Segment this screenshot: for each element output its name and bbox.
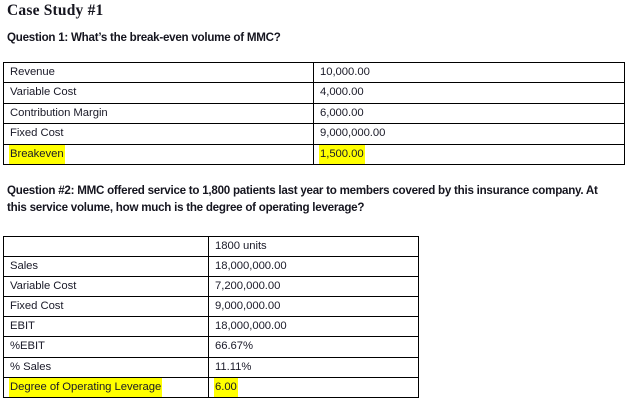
operating-leverage-header-label [4,237,209,257]
table-row [4,103,625,123]
operating-leverage-row-value [209,357,419,377]
operating-leverage-row-value-text: 18,000,000.00 [215,260,287,273]
question-1-heading: Question 1: What’s the break-even volume of MMC? [7,31,281,44]
break-even-row-value [314,103,625,123]
table-row [4,337,419,357]
question-2-heading: Question #2: MMC offered service to 1,800 patients last year to members covered by this insurance company. At this service volume, how much is the degree of operating leverage? [7,184,598,214]
break-even-row-value-text: 10,000.00 [320,66,370,78]
table-row [4,297,419,317]
break-even-row-label-text: Breakeven [9,145,65,164]
operating-leverage-row-label-text: Degree of Operating Leverage [9,378,162,397]
operating-leverage-table [3,236,419,398]
table-row [4,377,419,397]
break-even-row-label [4,83,314,103]
operating-leverage-row-value [209,377,419,397]
operating-leverage-header-label-text [9,237,14,256]
document-title: Case Study #1 [7,2,104,19]
break-even-row-value-text: 6,000.00 [320,106,364,119]
operating-leverage-row-value [209,297,419,317]
operating-leverage-header-value-text: 1800 units [215,240,267,252]
operating-leverage-row-value-text: 66.67% [215,340,254,353]
operating-leverage-row-label-text: %EBIT [10,340,45,353]
break-even-row-label-text: Revenue [10,66,55,78]
break-even-row-label [4,144,314,164]
table-row [4,144,625,164]
break-even-row-value [314,63,625,83]
operating-leverage-row-value-text: 9,000,000.00 [215,300,281,313]
operating-leverage-row-value [209,277,419,297]
operating-leverage-header-value [209,237,419,257]
break-even-row-value [314,83,625,103]
break-even-row-label [4,63,314,83]
table-row [4,317,419,337]
operating-leverage-row-value [209,317,419,337]
operating-leverage-row-value-text: 11.11% [215,360,252,373]
operating-leverage-table-body [4,237,419,398]
operating-leverage-row-label [4,337,209,357]
operating-leverage-row-label-text: % Sales [10,360,52,373]
break-even-row-label [4,124,314,144]
operating-leverage-row-label [4,257,209,277]
operating-leverage-row-label [4,377,209,397]
break-even-row-value [314,144,625,164]
break-even-row-label-text: Variable Cost [10,86,77,99]
operating-leverage-row-label [4,357,209,377]
table-row [4,277,419,297]
operating-leverage-row-label-text: Fixed Cost [10,300,64,313]
operating-leverage-row-label [4,277,209,297]
table-row [4,257,419,277]
break-even-row-value-text: 4,000.00 [320,86,364,99]
break-even-row-label [4,103,314,123]
break-even-row-value-text: 9,000,000.00 [320,127,386,140]
break-even-row-label-text: Contribution Margin [10,106,108,119]
operating-leverage-row-value [209,257,419,277]
break-even-table [3,62,625,165]
operating-leverage-row-label [4,317,209,337]
table-row [4,63,625,83]
operating-leverage-row-value-text: 7,200,000.00 [215,280,281,293]
operating-leverage-row-value [209,337,419,357]
operating-leverage-row-label [4,297,209,317]
operating-leverage-row-label-text: Sales [10,260,39,273]
operating-leverage-row-label-text: Variable Cost [10,280,77,293]
table-row [4,124,625,144]
operating-leverage-row-label-text: EBIT [10,320,35,333]
table-row [4,357,419,377]
operating-leverage-row-value-text: 6.00 [214,378,238,397]
table-row [4,83,625,103]
table-header-row [4,237,419,257]
break-even-row-value [314,124,625,144]
break-even-row-value-text: 1,500.00 [319,145,365,164]
operating-leverage-row-value-text: 18,000,000.00 [215,320,287,333]
break-even-row-label-text: Fixed Cost [10,127,64,140]
break-even-table-body [4,63,625,165]
